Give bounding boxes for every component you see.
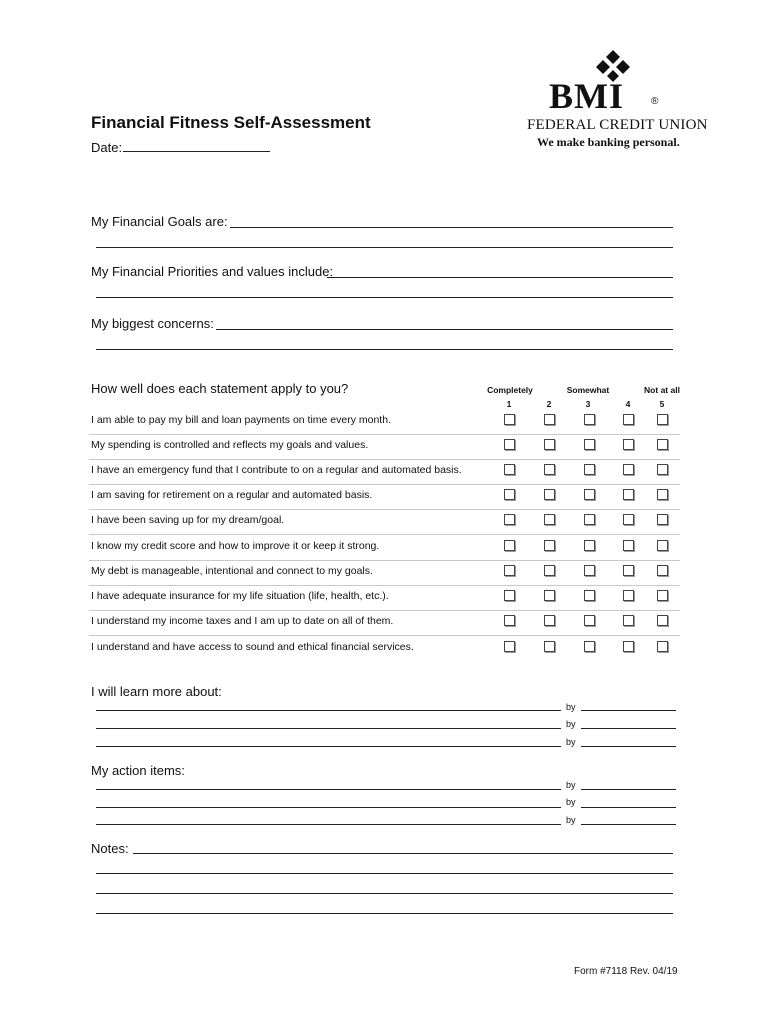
- rating-checkbox-3[interactable]: [584, 565, 595, 576]
- rating-checkbox-3[interactable]: [584, 489, 595, 500]
- scale-number-2: 2: [546, 399, 552, 409]
- bmi-logo: [527, 50, 708, 150]
- date-field[interactable]: [123, 151, 270, 152]
- rating-checkbox-5[interactable]: [657, 565, 668, 576]
- statement-text: I understand and have access to sound and ethical financial services.: [91, 641, 414, 653]
- rating-checkbox-3[interactable]: [584, 540, 595, 551]
- rating-checkbox-5[interactable]: [657, 641, 668, 652]
- learn-by-date-field-2[interactable]: [581, 728, 676, 729]
- notes-field-line-1[interactable]: [133, 853, 673, 854]
- rating-checkbox-3[interactable]: [584, 514, 595, 525]
- rating-checkbox-4[interactable]: [623, 615, 634, 626]
- date-label: Date:: [91, 140, 123, 155]
- rating-checkbox-2[interactable]: [544, 615, 555, 626]
- goals-label: My Financial Goals are:: [91, 214, 228, 229]
- concerns-field-line-1[interactable]: [216, 329, 673, 330]
- action-by-date-field-3[interactable]: [581, 824, 676, 825]
- rating-checkbox-4[interactable]: [623, 439, 634, 450]
- rating-checkbox-2[interactable]: [544, 439, 555, 450]
- rating-checkbox-1[interactable]: [504, 615, 515, 626]
- form-number: Form #7118 Rev. 04/19: [574, 966, 678, 977]
- statement-text: I am saving for retirement on a regular and automated basis.: [91, 489, 373, 501]
- rating-checkbox-2[interactable]: [544, 565, 555, 576]
- statement-text: I know my credit score and how to improve it or keep it strong.: [91, 540, 380, 552]
- rating-checkbox-5[interactable]: [657, 414, 668, 425]
- rating-checkbox-2[interactable]: [544, 641, 555, 652]
- notes-field-line-3[interactable]: [96, 893, 673, 894]
- rating-checkbox-5[interactable]: [657, 439, 668, 450]
- by-label: by: [566, 797, 576, 807]
- logo-brand-text: BMI: [549, 76, 624, 116]
- rating-checkbox-2[interactable]: [544, 540, 555, 551]
- concerns-field-line-2[interactable]: [96, 349, 673, 350]
- priorities-label: My Financial Priorities and values include:: [91, 264, 334, 279]
- rating-checkbox-2[interactable]: [544, 414, 555, 425]
- rating-checkbox-1[interactable]: [504, 464, 515, 475]
- rating-checkbox-5[interactable]: [657, 540, 668, 551]
- concerns-label: My biggest concerns:: [91, 316, 214, 331]
- rating-checkbox-2[interactable]: [544, 514, 555, 525]
- rating-checkbox-3[interactable]: [584, 464, 595, 475]
- scale-number-5: 5: [659, 399, 665, 409]
- rating-checkbox-3[interactable]: [584, 615, 595, 626]
- learn-item-field-3[interactable]: [96, 746, 561, 747]
- action-by-date-field-1[interactable]: [581, 789, 676, 790]
- priorities-field-line-2[interactable]: [96, 297, 673, 298]
- rating-checkbox-4[interactable]: [623, 540, 634, 551]
- rating-checkbox-5[interactable]: [657, 514, 668, 525]
- rating-row: [89, 585, 680, 611]
- rating-checkbox-4[interactable]: [623, 464, 634, 475]
- rating-checkbox-3[interactable]: [584, 414, 595, 425]
- notes-field-line-2[interactable]: [96, 873, 673, 874]
- notes-field-line-4[interactable]: [96, 913, 673, 914]
- rating-checkbox-1[interactable]: [504, 439, 515, 450]
- rating-checkbox-1[interactable]: [504, 540, 515, 551]
- learn-by-date-field-1[interactable]: [581, 710, 676, 711]
- action-item-field-2[interactable]: [96, 807, 561, 808]
- rating-checkbox-4[interactable]: [623, 489, 634, 500]
- rating-checkbox-1[interactable]: [504, 489, 515, 500]
- action-by-date-field-2[interactable]: [581, 807, 676, 808]
- goals-field-line-2[interactable]: [96, 247, 673, 248]
- rating-checkbox-4[interactable]: [623, 565, 634, 576]
- rating-checkbox-1[interactable]: [504, 414, 515, 425]
- by-label: by: [566, 702, 576, 712]
- form-title: Financial Fitness Self-Assessment: [91, 113, 371, 132]
- rating-checkbox-1[interactable]: [504, 641, 515, 652]
- rating-checkbox-2[interactable]: [544, 590, 555, 601]
- by-label: by: [566, 815, 576, 825]
- statement-text: I am able to pay my bill and loan payments on time every month.: [91, 414, 391, 426]
- rating-checkbox-4[interactable]: [623, 590, 634, 601]
- action-item-field-1[interactable]: [96, 789, 561, 790]
- statement-text: I understand my income taxes and I am up to date on all of them.: [91, 615, 394, 627]
- rating-checkbox-4[interactable]: [623, 514, 634, 525]
- statement-text: I have an emergency fund that I contribute to on a regular and automated basis.: [91, 464, 462, 476]
- rating-checkbox-5[interactable]: [657, 489, 668, 500]
- statement-text: My spending is controlled and reflects my goals and values.: [91, 439, 369, 451]
- learn-item-field-1[interactable]: [96, 710, 561, 711]
- by-label: by: [566, 719, 576, 729]
- rating-checkbox-3[interactable]: [584, 641, 595, 652]
- scale-label-not-at-all: Not at all: [644, 385, 680, 395]
- rating-checkbox-1[interactable]: [504, 590, 515, 601]
- rating-checkbox-4[interactable]: [623, 641, 634, 652]
- learn-item-field-2[interactable]: [96, 728, 561, 729]
- scale-number-3: 3: [585, 399, 591, 409]
- rating-checkbox-2[interactable]: [544, 464, 555, 475]
- scale-label-completely: Completely: [487, 385, 533, 395]
- rating-checkbox-3[interactable]: [584, 590, 595, 601]
- rating-row: [89, 409, 680, 435]
- rating-row: [89, 560, 680, 586]
- rating-row: [89, 535, 680, 561]
- rating-row: [89, 484, 680, 510]
- scale-number-1: 1: [506, 399, 512, 409]
- goals-field-line-1[interactable]: [230, 227, 673, 228]
- rating-row: [89, 636, 680, 661]
- rating-checkbox-5[interactable]: [657, 615, 668, 626]
- statement-text: I have been saving up for my dream/goal.: [91, 514, 285, 526]
- logo-registered-mark: ®: [651, 96, 659, 107]
- logo-subtitle: FEDERAL CREDIT UNION: [527, 117, 708, 133]
- statement-text: I have adequate insurance for my life situation (life, health, etc.).: [91, 590, 389, 602]
- rating-checkbox-4[interactable]: [623, 414, 634, 425]
- rating-row: [89, 509, 680, 535]
- rating-question: How well does each statement apply to you?: [91, 381, 349, 396]
- rating-row: [89, 610, 680, 636]
- learn-by-date-field-3[interactable]: [581, 746, 676, 747]
- rating-checkbox-3[interactable]: [584, 439, 595, 450]
- learn-more-label: I will learn more about:: [91, 684, 222, 699]
- rating-checkbox-1[interactable]: [504, 514, 515, 525]
- statement-text: My debt is manageable, intentional and connect to my goals.: [91, 565, 373, 577]
- action-item-field-3[interactable]: [96, 824, 561, 825]
- by-label: by: [566, 780, 576, 790]
- scale-number-4: 4: [625, 399, 631, 409]
- scale-label-somewhat: Somewhat: [566, 385, 610, 395]
- by-label: by: [566, 737, 576, 747]
- rating-checkbox-2[interactable]: [544, 489, 555, 500]
- rating-row: [89, 434, 680, 460]
- action-items-label: My action items:: [91, 763, 185, 778]
- priorities-field-line-1[interactable]: [327, 277, 673, 278]
- notes-label: Notes:: [91, 841, 129, 856]
- logo-tagline: We make banking personal.: [537, 135, 680, 149]
- rating-checkbox-5[interactable]: [657, 464, 668, 475]
- rating-checkbox-1[interactable]: [504, 565, 515, 576]
- rating-row: [89, 459, 680, 485]
- rating-checkbox-5[interactable]: [657, 590, 668, 601]
